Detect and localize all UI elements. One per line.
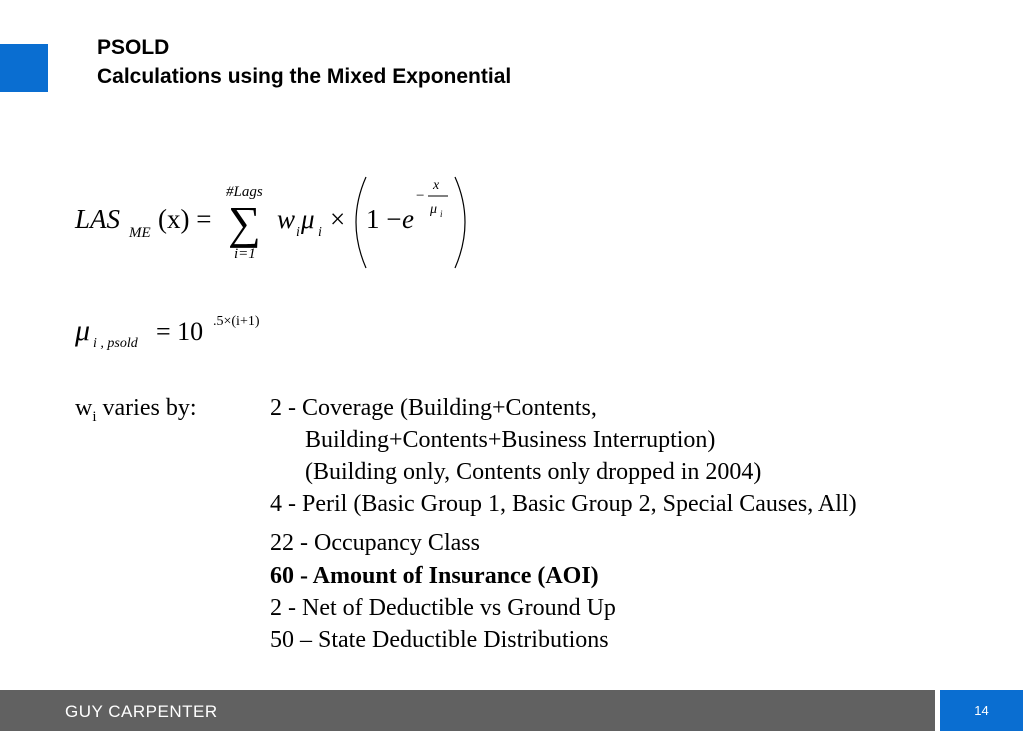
weight-item-peril: 4 - Peril (Basic Group 1, Basic Group 2, Special Causes, All)	[270, 491, 857, 517]
term-mu-subscript: i	[318, 225, 322, 240]
accent-square	[0, 44, 48, 92]
weight-item-occupancy: 22 - Occupancy Class	[270, 530, 480, 556]
mu-subscript: i , psold	[93, 336, 138, 351]
weight-item-coverage: 2 - Coverage (Building+Contents,	[270, 395, 597, 421]
term-mu: μ	[301, 204, 315, 234]
las-lhs: LAS	[75, 204, 121, 234]
exp-base-e: e	[402, 204, 414, 234]
weight-item-aoi: 60 - Amount of Insurance (AOI)	[270, 563, 599, 589]
mu-symbol: μ	[75, 314, 91, 347]
las-argument: (x) =	[158, 204, 212, 234]
weight-item-deductible: 2 - Net of Deductible vs Ground Up	[270, 595, 616, 621]
mu-formula	[74, 314, 260, 351]
exponent-minus: −	[416, 188, 425, 204]
las-lhs-subscript: ME	[129, 225, 151, 241]
weight-item-coverage-cont: Building+Contents+Business Interruption)	[305, 427, 716, 453]
title-line-2: Calculations using the Mixed Exponential	[97, 65, 512, 88]
left-bracket	[356, 177, 366, 268]
weights-label-subscript: i	[92, 409, 97, 425]
sum-symbol: ∑	[228, 197, 261, 248]
mu-exponent: .5×(i+1)	[213, 314, 260, 329]
exponent-denominator-subscript: i	[440, 209, 443, 219]
mu-equals-ten: = 10	[156, 317, 204, 346]
title-line-1: PSOLD	[97, 36, 170, 59]
footer-brand: GUY CARPENTER	[65, 702, 218, 721]
weights-label-w: w	[75, 395, 93, 421]
weight-item-state: 50 – State Deductible Distributions	[270, 627, 609, 653]
times-symbol: ×	[330, 204, 346, 234]
weight-item-coverage-note: (Building only, Contents only dropped in 2004)	[305, 459, 762, 485]
exponent-denominator: μ	[430, 202, 438, 217]
sum-upper-limit: #Lags	[226, 184, 263, 200]
slide-title	[97, 33, 511, 91]
weights-label-text: varies by:	[96, 395, 197, 421]
las-formula	[74, 177, 465, 268]
term-w-subscript: i	[296, 225, 300, 240]
one-minus: 1 −	[366, 204, 402, 234]
term-w: w	[277, 204, 296, 234]
weights-label	[75, 392, 197, 433]
sum-lower-limit: i=1	[234, 246, 256, 262]
right-bracket	[455, 177, 465, 268]
page-number: 14	[940, 690, 1023, 731]
exponent-numerator: x	[433, 178, 440, 193]
